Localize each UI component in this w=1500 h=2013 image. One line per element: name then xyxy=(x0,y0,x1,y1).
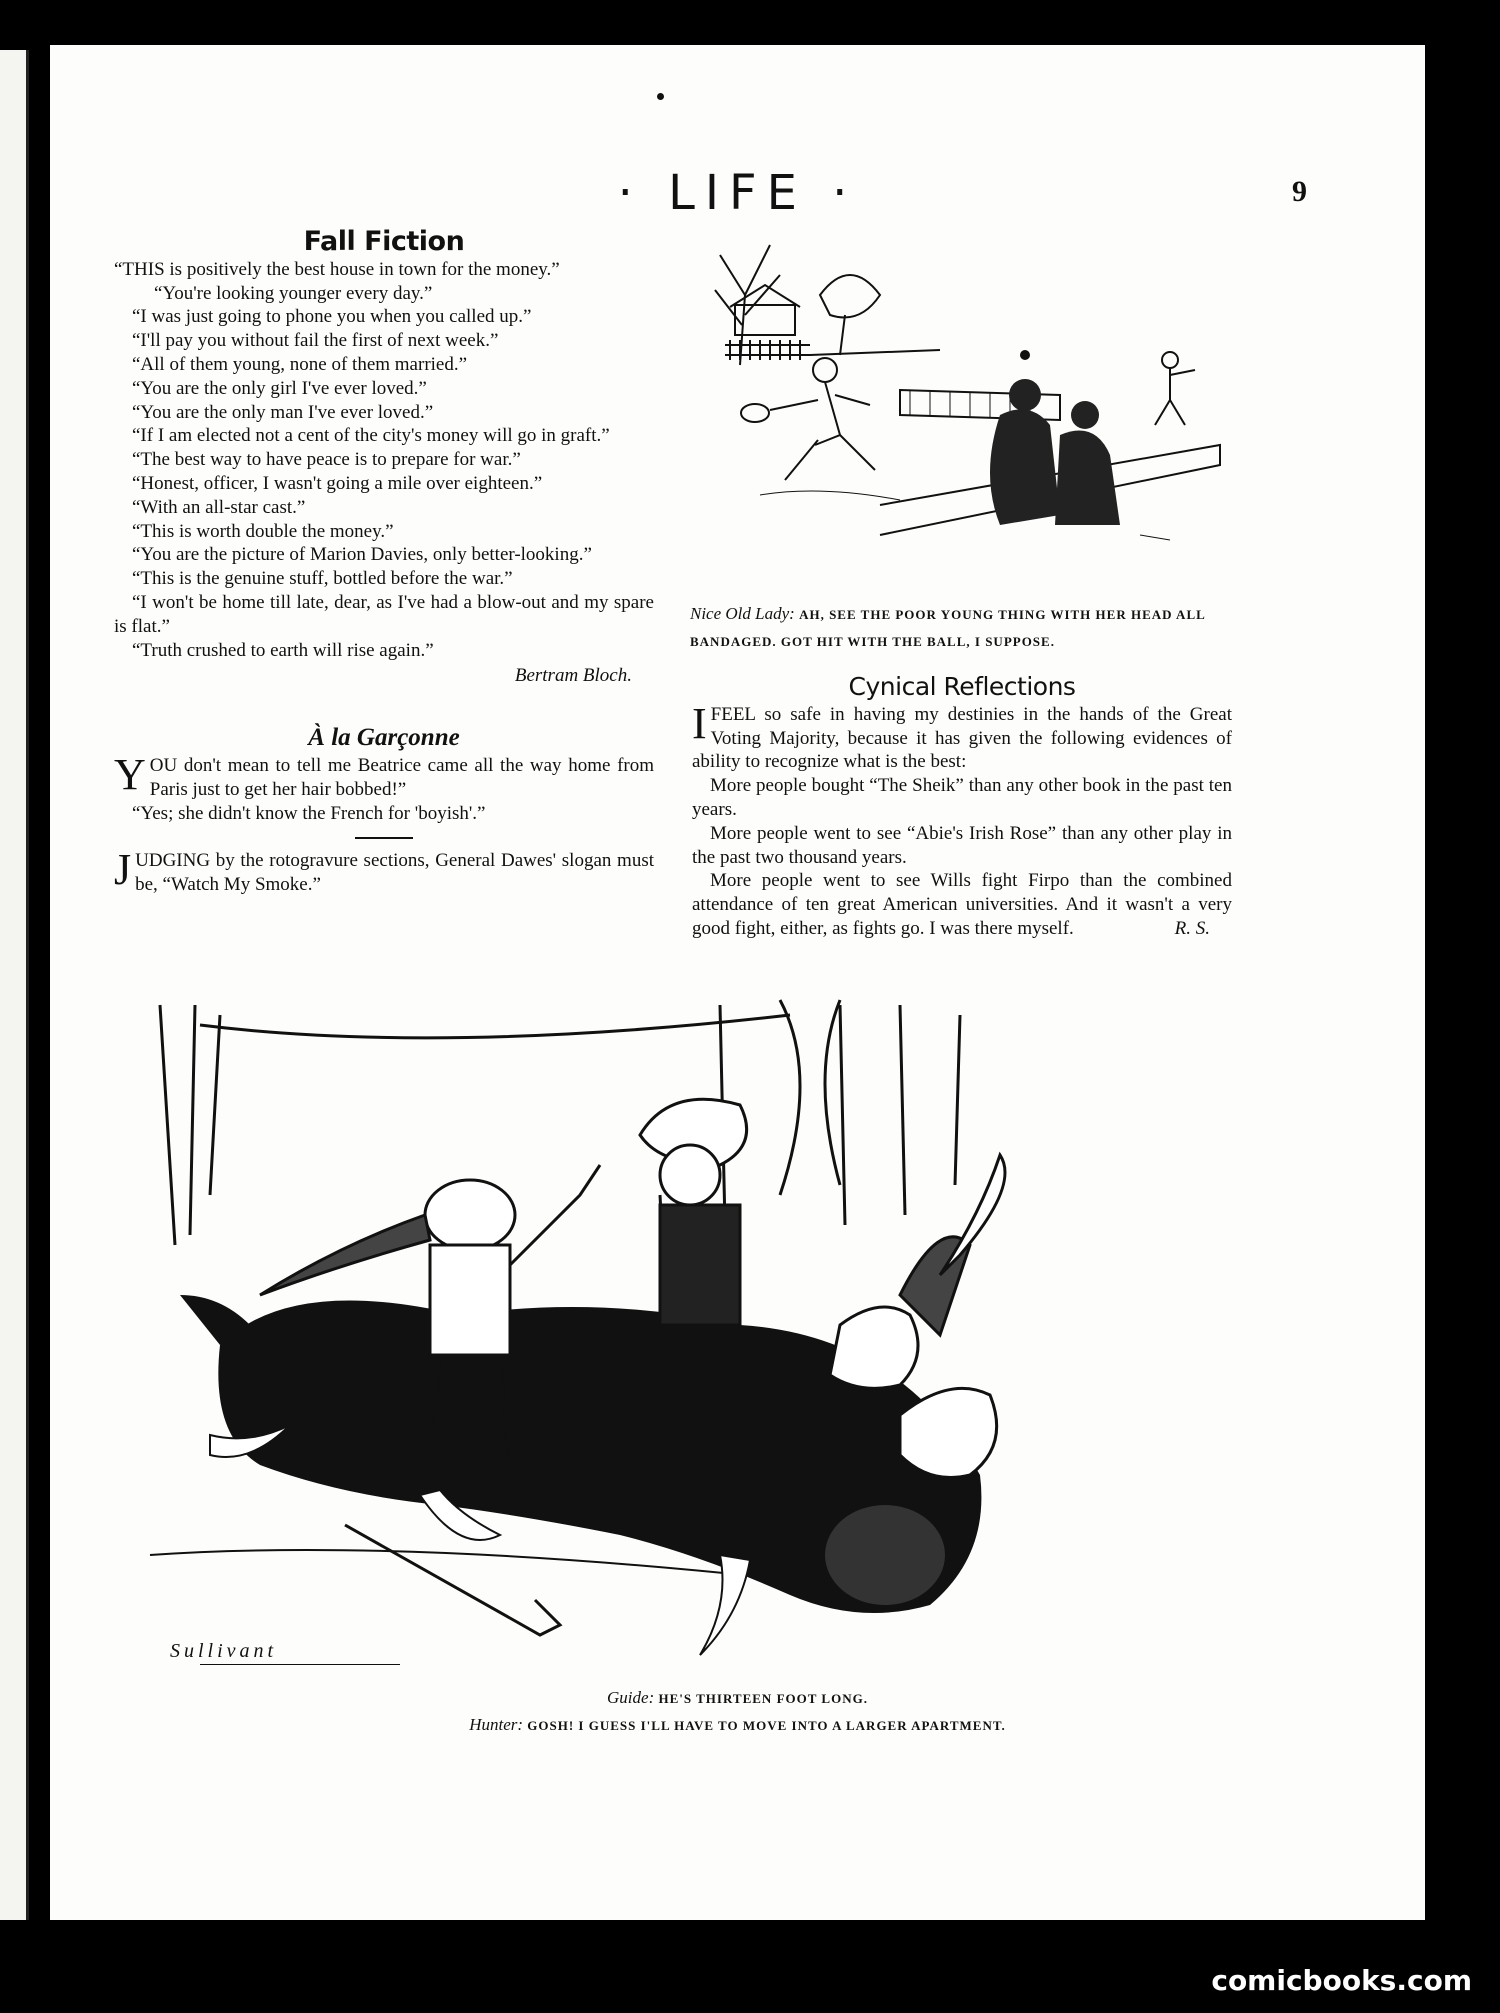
fiction-line: “You are the only man I've ever loved.” xyxy=(132,401,434,423)
dropcap-j: J xyxy=(114,845,132,895)
cynical-para xyxy=(692,698,1232,774)
fiction-line: “With an all-star cast.” xyxy=(132,496,306,518)
fiction-line: “I won't be home till late, dear, as I've had a blow-out and my spare is flat.” xyxy=(114,591,654,637)
fiction-line: “You're looking younger every day.” xyxy=(154,282,433,304)
guide-line xyxy=(50,1685,1425,1712)
garconne-line-2: “Yes; she didn't know the French for 'boyish'.” xyxy=(132,802,486,824)
cynical-para-4: More people went to see Wills fight Firpo than the combined attendance of ten great American universities. And it wasn't a very good fight, either, as fights go. I was there myself. xyxy=(692,870,1232,939)
fall-fiction-title: Fall Fiction xyxy=(303,226,465,257)
fiction-line: “All of them young, none of them married.” xyxy=(132,353,468,375)
tennis-speaker: Nice Old Lady: xyxy=(690,604,795,623)
judging-text: UDGING by the rotogravure sections, General Dawes' slogan must be, “Watch My Smoke.” xyxy=(135,850,654,896)
magazine-page xyxy=(50,45,1425,1920)
fall-fiction-author: Bertram Bloch. xyxy=(514,665,632,687)
cynical-reflections-title: Cynical Reflections xyxy=(848,672,1076,701)
fall-fiction-lines xyxy=(114,258,654,688)
cynical-para-1: FEEL so safe in having my destinies in the hands of the Great Voting Majority, because it has given the following evidences of ability to recognize what is the best: xyxy=(692,703,1232,773)
hunter-text: GOSH! I GUESS I'LL HAVE TO MOVE INTO A LARGER APARTMENT. xyxy=(527,1718,1006,1733)
fiction-line: “This is the genuine stuff, bottled before the war.” xyxy=(132,568,513,590)
tennis-cartoon xyxy=(700,235,1280,590)
garconne-line-1: OU don't mean to tell me Beatrice came all the way home from Paris just to get her hair bobbed!” xyxy=(149,754,654,800)
dropcap-i: I xyxy=(692,698,707,748)
masthead: · LIFE · xyxy=(617,165,858,221)
tennis-caption-text: AH, SEE THE POOR YOUNG THING WITH HER HEAD ALL BANDAGED. GOT HIT WITH THE BALL, I SUPPOSE. xyxy=(690,607,1206,649)
left-column xyxy=(114,226,654,897)
previous-page-edge xyxy=(0,50,29,1920)
guide-speaker: Guide: xyxy=(607,1688,655,1707)
fiction-line: “Truth crushed to earth will rise again.” xyxy=(132,639,434,661)
fiction-line: “I was just going to phone you when you called up.” xyxy=(132,306,532,328)
fiction-line: “THIS is positively the best house in town for the money.” xyxy=(114,258,560,280)
fiction-line: “Honest, officer, I wasn't going a mile over eighteen.” xyxy=(132,472,543,494)
hunter-speaker: Hunter: xyxy=(469,1715,524,1734)
cynical-author: R. S. xyxy=(1174,917,1210,939)
hunt-cartoon xyxy=(140,995,1260,1665)
fiction-line: “You are the only girl I've ever loved.” xyxy=(132,377,427,399)
guide-text: HE'S THIRTEEN FOOT LONG. xyxy=(658,1691,868,1706)
hunt-caption xyxy=(50,1685,1425,1739)
fiction-line: “If I am elected not a cent of the city's money will go in graft.” xyxy=(132,425,610,447)
cynical-para-2: More people bought “The Sheik” than any other book in the past ten years. xyxy=(692,775,1232,820)
page-number: 9 xyxy=(1292,175,1307,208)
fiction-line: “You are the picture of Marion Davies, only better-looking.” xyxy=(132,544,592,566)
cartoon-signature: Sullivant xyxy=(170,1640,278,1662)
a-la-garconne-body xyxy=(114,749,654,825)
a-la-garconne-title: À la Garçonne xyxy=(308,724,460,752)
judging-para xyxy=(114,845,654,897)
hunter-line xyxy=(50,1712,1425,1739)
section-divider xyxy=(355,837,413,839)
fiction-line: “I'll pay you without fail the first of next week.” xyxy=(132,330,499,352)
watermark: comicbooks.com xyxy=(1211,1964,1472,1997)
cynical-reflections-body xyxy=(692,698,1232,941)
garconne-para xyxy=(114,749,654,802)
fiction-line: “This is worth double the money.” xyxy=(132,520,394,542)
fiction-line: “The best way to have peace is to prepare for war.” xyxy=(132,449,521,471)
right-column xyxy=(692,672,1232,941)
tennis-caption xyxy=(690,601,1290,655)
dropcap-y: Y xyxy=(114,749,146,799)
cynical-para-3: More people went to see “Abie's Irish Rose” than any other play in the past two thousand years. xyxy=(692,822,1232,868)
top-dot xyxy=(657,93,664,100)
